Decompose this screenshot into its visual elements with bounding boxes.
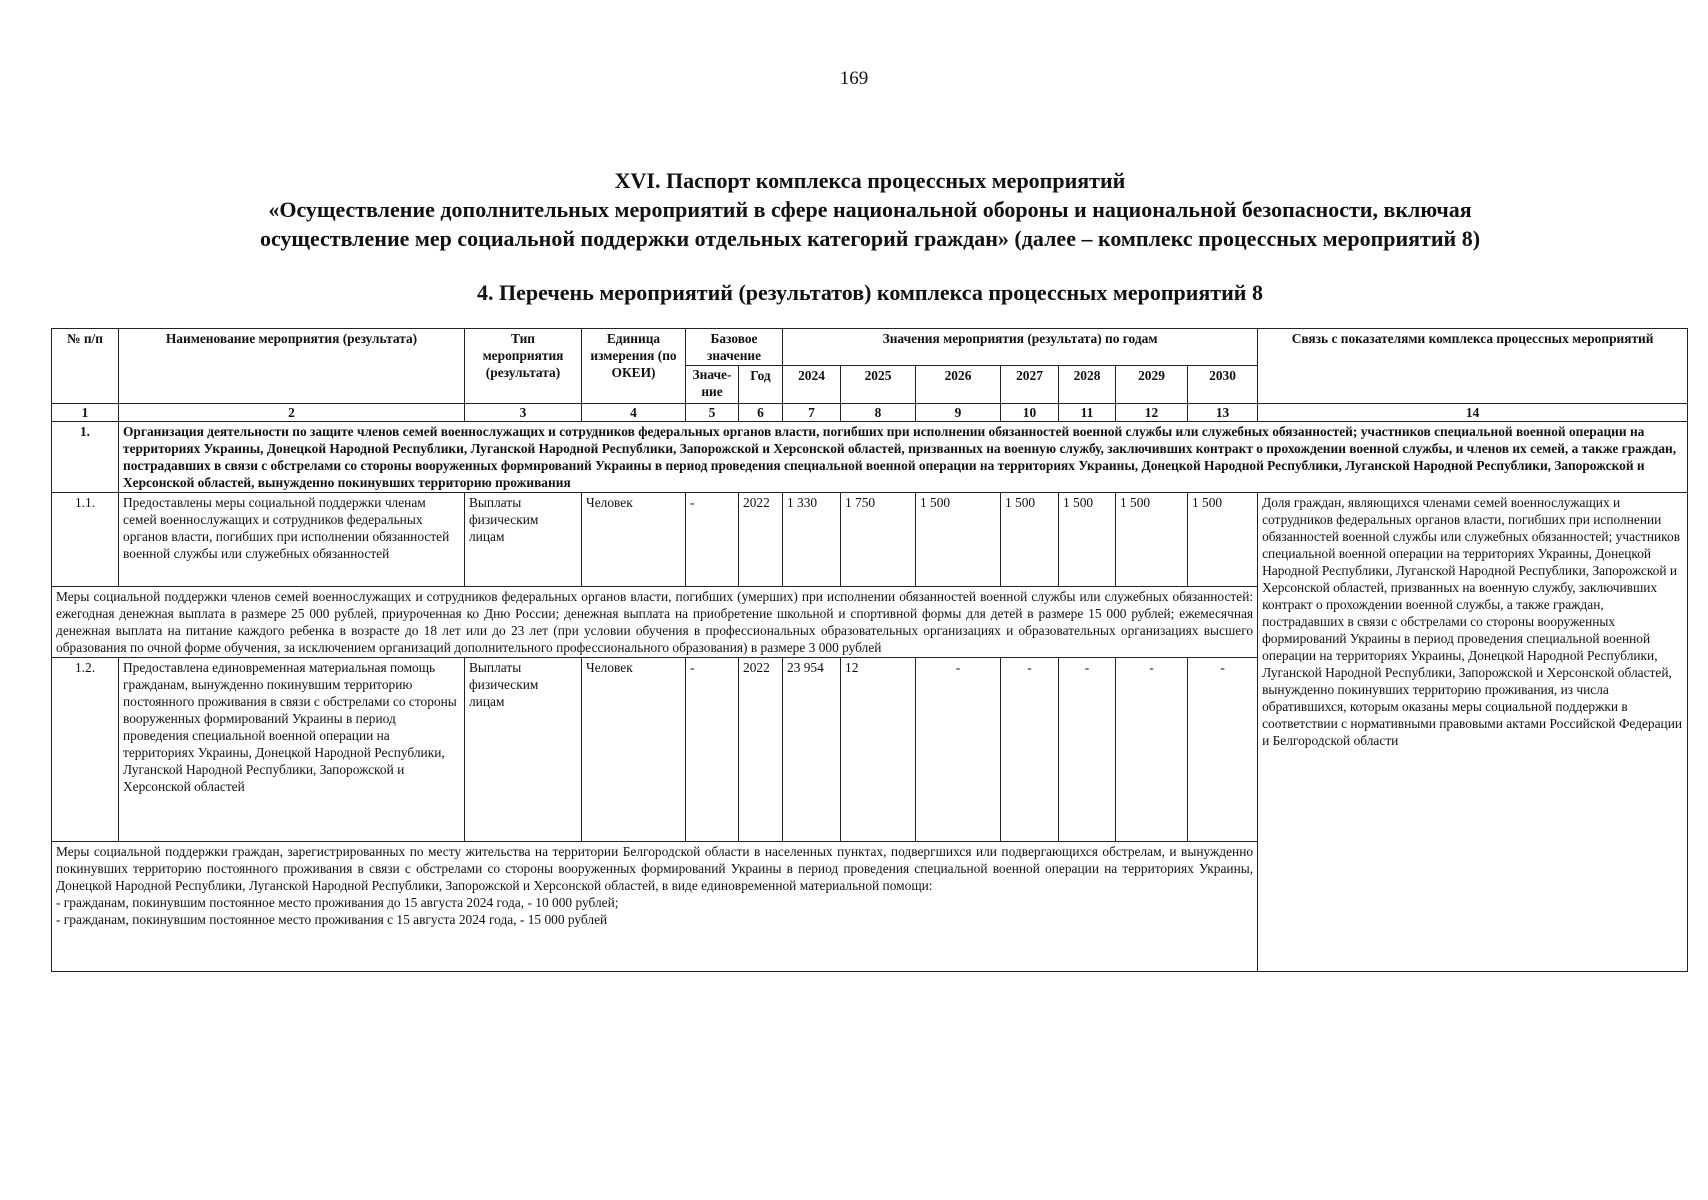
section-subtitle: 4. Перечень мероприятий (результатов) комплекса процессных мероприятий 8 xyxy=(477,280,1263,305)
header-year-2028: 2028 xyxy=(1059,366,1116,404)
header-row-1 xyxy=(52,329,1688,366)
row-num: 1.2. xyxy=(52,658,119,842)
row-type: Выплаты физическим лицам xyxy=(465,658,582,842)
document-title xyxy=(60,166,1680,253)
col-number: 6 xyxy=(739,404,783,422)
header-unit: Единица измерения (по ОКЕИ) xyxy=(582,329,686,404)
section-num: 1. xyxy=(52,422,119,493)
header-base: Базовое значение xyxy=(686,329,783,366)
row-type: Выплаты физическим лицам xyxy=(465,493,582,587)
header-by-years: Значения мероприятия (результата) по годам xyxy=(783,329,1258,366)
row-base-year: 2022 xyxy=(739,658,783,842)
header-num: № п/п xyxy=(52,329,119,404)
col-number: 11 xyxy=(1059,404,1116,422)
col-number: 8 xyxy=(841,404,916,422)
header-link: Связь с показателями комплекса процессных мероприятий xyxy=(1258,329,1688,404)
header-base-year: Год xyxy=(739,366,783,404)
row-value-2025: 1 750 xyxy=(841,493,916,587)
header-type: Тип мероприятия (результата) xyxy=(465,329,582,404)
row-value-2028: 1 500 xyxy=(1059,493,1116,587)
col-number: 2 xyxy=(119,404,465,422)
row-value-2027: - xyxy=(1001,658,1059,842)
col-number: 10 xyxy=(1001,404,1059,422)
row-unit: Человек xyxy=(582,493,686,587)
row-base-value: - xyxy=(686,493,739,587)
header-year-2026: 2026 xyxy=(916,366,1001,404)
measures-table xyxy=(51,328,1688,972)
title-line-2: «Осуществление дополнительных мероприятий в сфере национальной обороны и национальной безопасности, включая xyxy=(268,197,1472,222)
row-name: Предоставлены меры социальной поддержки членам семей военнослужащих и сотрудников федеральных органов власти, погибших при исполнении обязанностей военной службы или служебных обязанностей xyxy=(119,493,465,587)
title-line-3: осуществление мер социальной поддержки отдельных категорий граждан» (далее – комплекс процессных мероприятий 8) xyxy=(259,226,1481,251)
header-base-value: Значе-ние xyxy=(686,366,739,404)
col-number: 1 xyxy=(52,404,119,422)
row-note-item: - гражданам, покинувшим постоянное место проживания с 15 августа 2024 года, - 15 000 рублей xyxy=(56,912,608,927)
col-number: 3 xyxy=(465,404,582,422)
header-year-2029: 2029 xyxy=(1116,366,1188,404)
col-number: 12 xyxy=(1116,404,1188,422)
row-note: Меры социальной поддержки членов семей военнослужащих и сотрудников федеральных органов власти, погибших (умерших) при исполнении обязанностей военной службы или служебных обязанностей: ежегодная денежная выплата в размере 25 000 рублей, приуроченная ко Дню России; денежная выплата на приобретение школьной и спортивной формы для детей в размере 15 000 рублей; ежемесячная денежная выплата на питание каждого ребенка в возрасте до 18 лет или до 23 лет (при условии обучения в профессиональных образовательных организациях и образовательных организациях высшего образования по очной форме обучения, за исключением организаций дополнительного профессионального образования) в размере 3 000 рублей xyxy=(52,587,1258,658)
row-value-2027: 1 500 xyxy=(1001,493,1059,587)
col-number: 7 xyxy=(783,404,841,422)
row-unit: Человек xyxy=(582,658,686,842)
row-note-main: Меры социальной поддержки граждан, зарегистрированных по месту жительства на территории Белгородской области в населенных пунктах, подвергшихся или подвергающихся обстрелам, и вынужденно покинувших территорию постоянного проживания в связи с обстрелами со стороны вооруженных формирований Украины в период проведения специальной военной операции на территориях Украины, Донецкой Народной Республики, Луганской Народной Республики, Запорожской и Херсонской областей, в виде единовременной материальной помощи: xyxy=(56,844,1254,893)
header-year-2024: 2024 xyxy=(783,366,841,404)
row-value-2026: - xyxy=(916,658,1001,842)
row-num: 1.1. xyxy=(52,493,119,587)
row-value-2029: 1 500 xyxy=(1116,493,1188,587)
row-value-2026: 1 500 xyxy=(916,493,1001,587)
table-row-1-1 xyxy=(52,493,1688,587)
col-number: 9 xyxy=(916,404,1001,422)
row-value-2024: 23 954 xyxy=(783,658,841,842)
row-name: Предоставлена единовременная материальная помощь гражданам, вынужденно покинувшим территорию постоянного проживания в связи с обстрелами со стороны вооруженных формирований Украины в период проведения специальной военной операции на территориях Украины, Донецкой Народной Республики, Луганской Народной Республики, Запорожской и Херсонской областей xyxy=(119,658,465,842)
link-indicators: Доля граждан, являющихся членами семей военнослужащих и сотрудников федеральных органов власти, погибших при исполнении обязанностей военной службы или служебных обязанностей; участников специальной военной операции на территориях Украины, Донецкой Народной Республики, Луганской Народной Республики, Запорожской и Херсонской областей, призванных на военную службу, заключивших контракт о прохождении военной службы, а также граждан, пострадавших в связи с обстрелами со стороны вооруженных формирований Украины в период проведения специальной военной операции на территориях Украины, Донецкой Народной Республики, Луганской Народной Республики, Запорожской и Херсонской областей, вынужденно покинувших территорию проживания, из числа обратившихся, которым оказаны меры социальной поддержки в соответствии с нормативными правовыми актами Российской Федерации и Белгородской области xyxy=(1258,493,1688,972)
header-name: Наименование мероприятия (результата) xyxy=(119,329,465,404)
row-value-2025: 12 xyxy=(841,658,916,842)
section-row-1 xyxy=(52,422,1688,493)
row-base-year: 2022 xyxy=(739,493,783,587)
row-base-value: - xyxy=(686,658,739,842)
row-value-2030: - xyxy=(1188,658,1258,842)
row-value-2029: - xyxy=(1116,658,1188,842)
row-note xyxy=(52,842,1258,972)
col-number: 13 xyxy=(1188,404,1258,422)
column-numbers-row xyxy=(52,404,1688,422)
header-year-2027: 2027 xyxy=(1001,366,1059,404)
page-number: 169 xyxy=(839,68,869,89)
header-year-2030: 2030 xyxy=(1188,366,1258,404)
row-value-2024: 1 330 xyxy=(783,493,841,587)
col-number: 4 xyxy=(582,404,686,422)
section-text: Организация деятельности по защите членов семей военнослужащих и сотрудников федеральных органов власти, погибших при исполнении обязанностей военной службы или служебных обязанностей; участников специальной военной операции на территориях Украины, Донецкой Народной Республики, Луганской Народной Республики, Запорожской и Херсонской областей, призванных на военную службу, заключивших контракт о прохождении военной службы, и членов их семей, а также граждан, пострадавших в связи с обстрелами со стороны вооруженных формирований Украины в период проведения специальной военной операции на территориях Украины, Донецкой Народной Республики, Луганской Народной Республики, Запорожской и Херсонской областей, вынужденно покинувших территорию проживания xyxy=(119,422,1688,493)
row-value-2028: - xyxy=(1059,658,1116,842)
row-value-2030: 1 500 xyxy=(1188,493,1258,587)
header-year-2025: 2025 xyxy=(841,366,916,404)
col-number: 5 xyxy=(686,404,739,422)
row-note-item: - гражданам, покинувшим постоянное место проживания до 15 августа 2024 года, - 10 000 рублей; xyxy=(56,895,619,910)
col-number: 14 xyxy=(1258,404,1688,422)
title-line-1: XVI. Паспорт комплекса процессных мероприятий xyxy=(614,168,1126,193)
